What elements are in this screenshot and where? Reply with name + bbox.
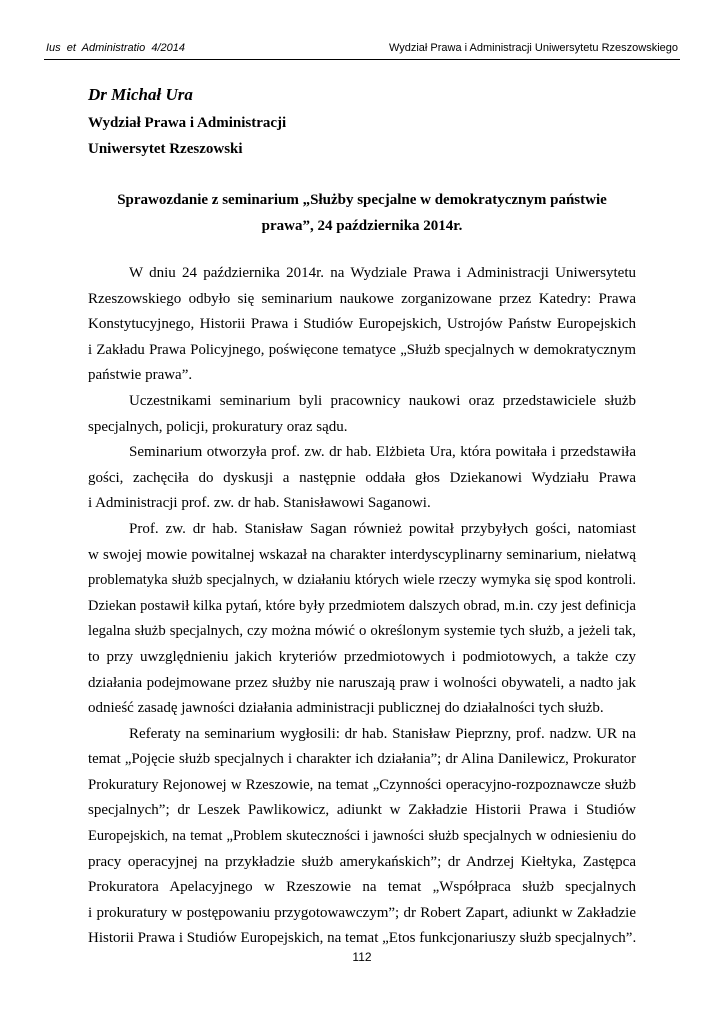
body-line: specjalnych”; dr Leszek Pawlikowicz, adiunkt w Zakładzie Historii Prawa i Studiów — [88, 802, 636, 819]
body-line: specjalnych, policji, prokuratury oraz sądu. — [88, 418, 348, 435]
body-line: pracy operacyjnej na przykładzie służb amerykańskich”; dr Andrzej Kiełtyka, Zastępca — [88, 853, 636, 870]
body-line: Rzeszowskiego odbyło się seminarium naukowe zorganizowane przez Katedry: Prawa — [88, 290, 636, 307]
body-line: Europejskich, na temat „Problem skuteczności i jawności służb specjalnych w odniesieniu do — [88, 828, 636, 845]
body-line: Historii Prawa i Studiów Europejskich, na temat „Etos funkcjonariuszy służb specjalnych”. — [88, 930, 637, 947]
body-line: gości, zachęciła do dyskusji a następnie oddała głos Dziekanowi Wydziału Prawa — [88, 469, 636, 486]
body-line: odnieść zasadę jawności działania administracji publicznej do działalności tych służb. — [88, 700, 604, 717]
author-name: Dr Michał Ura — [88, 85, 193, 104]
body-line: i Zakładu Prawa Policyjnego, poświęcone tematyce „Służb specjalnych w demokratycznym — [88, 341, 636, 358]
body-line: Dziekan postawił kilka pytań, które były przedmiotem dalszych obrad, m.in. czy jest definicja — [88, 597, 636, 614]
body-line: legalna służb specjalnych, czy można mówić o określonym systemie tych służb, a jeżeli tak, — [88, 623, 636, 640]
body-line: to przy uwzględnieniu jakich kryteriów przedmiotowych i podmiotowych, a także czy — [88, 648, 636, 665]
body-line: Prokuratora Apelacyjnego w Rzeszowie na temat „Współpraca służb specjalnych — [88, 879, 636, 896]
body-line: Uczestnikami seminarium byli pracownicy naukowi oraz przedstawiciele służb — [129, 392, 636, 409]
report-title — [88, 187, 636, 239]
running-header-faculty: Wydział Prawa i Administracji Uniwersytetu Rzeszowskiego — [388, 42, 678, 54]
body-line: i prokuratury w postępowaniu przygotowawczym”; dr Robert Zapart, adiunkt w Zakładzie — [88, 904, 636, 921]
author-affiliation-faculty: Wydział Prawa i Administracji — [88, 115, 287, 131]
body-line: Prokuratury Rejonowej w Rzeszowie, na temat „Czynności operacyjno-rozpoznawcze służb — [88, 776, 636, 793]
report-body — [88, 261, 636, 952]
body-line: Seminarium otworzyła prof. zw. dr hab. Elżbieta Ura, która powitała i przedstawiła — [129, 444, 636, 461]
body-line: w swojej mowie powitalnej wskazał na charakter interdyscyplinarny seminarium, niełatwą — [88, 546, 636, 563]
title-line: Sprawozdanie z seminarium „Służby specjalne w demokratycznym państwie — [117, 192, 607, 208]
body-line: działania podejmowane przez służby nie naruszają praw i wolności obywateli, a nadto jak — [88, 674, 636, 691]
header-rule — [44, 59, 680, 60]
running-header-journal: Ius et Administratio 4/2014 — [46, 42, 185, 54]
body-line: państwie prawa”. — [88, 367, 193, 384]
body-line: Prof. zw. dr hab. Stanisław Sagan również powitał przybyłych gości, natomiast — [129, 520, 636, 537]
page-number: 112 — [352, 950, 372, 964]
body-line: i Administracji prof. zw. dr hab. Stanisławowi Saganowi. — [88, 495, 431, 512]
body-line: Konstytucyjnego, Historii Prawa i Studiów Europejskich, Ustrojów Państw Europejskich — [88, 316, 636, 333]
body-line: problematyka służb specjalnych, w działaniu których wiele rzeczy wymyka się spod kontroli. — [88, 572, 636, 589]
body-line: W dniu 24 października 2014r. na Wydziale Prawa i Administracji Uniwersytetu — [129, 265, 636, 281]
title-line: prawa”, 24 października 2014r. — [261, 218, 463, 234]
body-line: Referaty na seminarium wygłosili: dr hab. Stanisław Pieprzny, prof. nadzw. UR na — [129, 725, 636, 742]
body-line: temat „Pojęcie służb specjalnych i charakter ich działania”; dr Alina Danilewicz, Prokurator — [88, 751, 636, 768]
author-affiliation-university: Uniwersytet Rzeszowski — [88, 141, 243, 157]
